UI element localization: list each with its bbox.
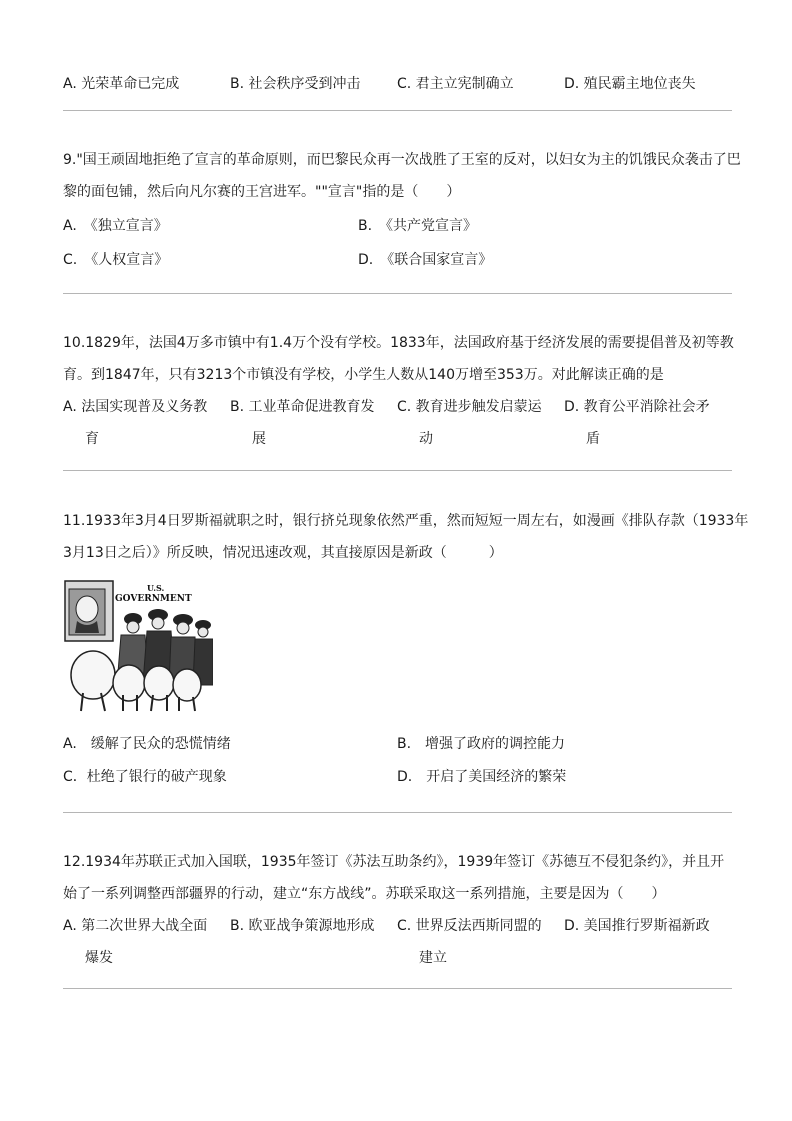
q12-option-b-line1: B. 欧亚战争策源地形成 bbox=[230, 918, 375, 934]
cartoon-sign-text: GOVERNMENT bbox=[115, 594, 192, 604]
q11-option-b[interactable]: B. 增强了政府的调控能力 bbox=[397, 736, 566, 752]
cartoon-bank-queue-image bbox=[63, 575, 213, 715]
q10-option-a-line1: A. 法国实现普及义务教 bbox=[63, 399, 208, 415]
q8-option-b[interactable]: B. 社会秩序受到冲击 bbox=[230, 76, 361, 92]
q10-option-a[interactable] bbox=[63, 391, 207, 455]
divider bbox=[63, 988, 732, 989]
q12-option-a-line2: 爆发 bbox=[85, 950, 113, 966]
cartoon-sign-text-us: U.S. bbox=[147, 583, 165, 593]
q9-stem-line2: 黎的面包铺，然后向凡尔赛的王宫进军。""宣言"指的是（ ） bbox=[63, 184, 461, 200]
q10-option-c[interactable] bbox=[397, 391, 542, 455]
q10-option-d[interactable] bbox=[564, 391, 710, 455]
q9-option-b[interactable]: B. 《共产党宣言》 bbox=[358, 218, 478, 234]
q9-stem-line1: 9."国王顽固地拒绝了宣言的革命原则，而巴黎民众再一次战胜了王室的反对，以妇女为主的饥饿民众袭击了巴 bbox=[63, 152, 741, 168]
q10-stem-line2: 育。到1847年，只有3213个市镇没有学校，小学生人数从140万增至353万。对此解读正确的是 bbox=[63, 367, 664, 383]
q11-option-c[interactable]: C．杜绝了银行的破产现象 bbox=[63, 769, 227, 785]
q10-option-b-line1: B. 工业革命促进教育发 bbox=[230, 399, 375, 415]
q11-stem-line1: 11.1933年3月4日罗斯福就职之时，银行挤兑现象依然严重，然而短短一周左右，如漫画《排队存款（1933年 bbox=[63, 513, 749, 529]
q10-option-b[interactable] bbox=[230, 391, 375, 455]
q11-option-a[interactable]: A. 缓解了民众的恐慌情绪 bbox=[63, 736, 231, 752]
q9-option-a[interactable]: A. 《独立宣言》 bbox=[63, 218, 168, 234]
q12-stem-line2: 始了一系列调整西部疆界的行动，建立“东方战线”。苏联采取这一系列措施，主要是因为（ ） bbox=[63, 886, 666, 902]
q10-option-c-line2: 动 bbox=[419, 431, 433, 447]
q12-option-a[interactable] bbox=[63, 910, 207, 974]
q12-option-d-line1: D. 美国推行罗斯福新政 bbox=[564, 918, 710, 934]
q8-option-c[interactable]: C. 君主立宪制确立 bbox=[397, 76, 514, 92]
q11-stem-line2: 3月13日之后）》所反映，情况迅速改观，其直接原因是新政（ ） bbox=[63, 545, 503, 561]
q9-option-d[interactable]: D. 《联合国家宣言》 bbox=[358, 252, 493, 268]
q10-option-d-line1: D. 教育公平消除社会矛 bbox=[564, 399, 710, 415]
q10-option-b-line2: 展 bbox=[252, 431, 266, 447]
q10-option-d-line2: 盾 bbox=[586, 431, 600, 447]
q10-option-a-line2: 育 bbox=[85, 431, 99, 447]
q10-option-c-line1: C. 教育进步触发启蒙运 bbox=[397, 399, 542, 415]
q8-option-a[interactable]: A. 光荣革命已完成 bbox=[63, 76, 180, 92]
q9-option-c[interactable]: C. 《人权宣言》 bbox=[63, 252, 169, 268]
q12-option-d[interactable] bbox=[564, 910, 710, 942]
q12-option-c-line2: 建立 bbox=[419, 950, 447, 966]
q12-stem-line1: 12.1934年苏联正式加入国联，1935年签订《苏法互助条约》，1939年签订《苏德互不侵犯条约》，并且开 bbox=[63, 854, 725, 870]
q12-option-a-line1: A. 第二次世界大战全面 bbox=[63, 918, 208, 934]
divider bbox=[63, 110, 732, 111]
divider bbox=[63, 812, 732, 813]
q10-stem-line1: 10.1829年，法国4万多市镇中有1.4万个没有学校。1833年，法国政府基于经济发展的需要提倡普及初等教 bbox=[63, 335, 734, 351]
q12-option-b[interactable] bbox=[230, 910, 375, 942]
divider bbox=[63, 293, 732, 294]
q11-option-d[interactable]: D. 开启了美国经济的繁荣 bbox=[397, 769, 567, 785]
q12-option-c[interactable] bbox=[397, 910, 542, 974]
q12-option-c-line1: C. 世界反法西斯同盟的 bbox=[397, 918, 542, 934]
divider bbox=[63, 470, 732, 471]
q8-option-d[interactable]: D. 殖民霸主地位丧失 bbox=[564, 76, 696, 92]
